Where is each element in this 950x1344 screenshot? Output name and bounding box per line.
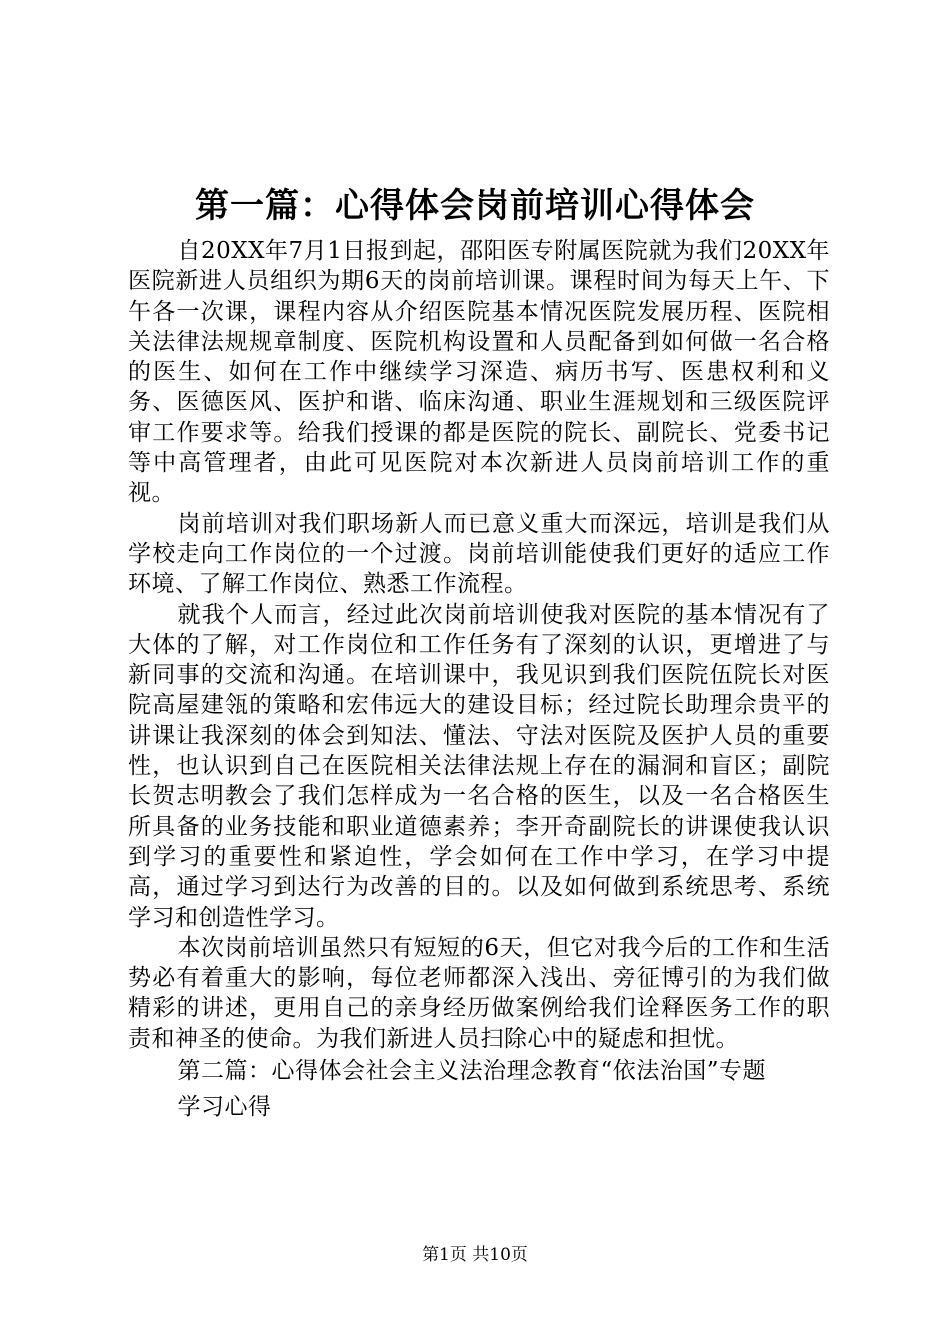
paragraph-4: 本次岗前培训虽然只有短短的6天，但它对我今后的工作和生活势必有着重大的影响，每位老师都深入浅出、旁征博引的为我们做精彩的讲述，更用自己的亲身经历做案例给我们诠释医务工作的职责和神圣的使命。为我们新进人员扫除心中的疑虑和担忧。 bbox=[128, 934, 830, 1052]
page-footer: 第1页 共10页 bbox=[422, 1245, 528, 1265]
document-title: 第一篇：心得体会岗前培训心得体会 bbox=[195, 186, 755, 226]
paragraph-2: 岗前培训对我们职场新人而已意义重大而深远，培训是我们从学校走向工作岗位的一个过渡。岗前培训能使我们更好的适应工作环境、了解工作岗位、熟悉工作流程。 bbox=[128, 510, 830, 598]
next-section-subheading: 学习心得 bbox=[177, 1094, 272, 1121]
next-section-heading: 第二篇：心得体会社会主义法治理念教育“依法治国”专题 bbox=[177, 1058, 766, 1085]
document-body bbox=[128, 236, 830, 1123]
paragraph-3: 就我个人而言，经过此次岗前培训使我对医院的基本情况有了大体的了解，对工作岗位和工作任务有了深刻的认识，更增进了与新同事的交流和沟通。在培训课中，我见识到我们医院伍院长对医院高屋建瓴的策略和宏伟远大的建设目标；经过院长助理佘贵平的讲课让我深刻的体会到知法、懂法、守法对医院及医护人员的重要性，也认识到自己在医院相关法律法规上存在的漏洞和盲区；副院长贺志明教会了我们怎样成为一名合格的医生，以及一名合格医生所具备的业务技能和职业道德素养；李开奇副院长的讲课使我认识到学习的重要性和紧迫性，学会如何在工作中学习，在学习中提高，通过学习到达行为改善的目的。以及如何做到系统思考、系统学习和创造性学习。 bbox=[128, 601, 830, 931]
paragraph-1: 自20XX年7月1日报到起，邵阳医专附属医院就为我们20XX年医院新进人员组织为期6天的岗前培训课。课程时间为每天上午、下午各一次课，课程内容从介绍医院基本情况医院发展历程、医院相关法律法规规章制度、医院机构设置和人员配备到如何做一名合格的医生、如何在工作中继续学习深造、病历书写、医患权利和义务、医德医风、医护和谐、临床沟通、职业生涯规划和三级医院评审工作要求等。给我们授课的都是医院的院长、副院长、党委书记等中高管理者，由此可见医院对本次新进人员岗前培训工作的重视。 bbox=[128, 238, 830, 507]
